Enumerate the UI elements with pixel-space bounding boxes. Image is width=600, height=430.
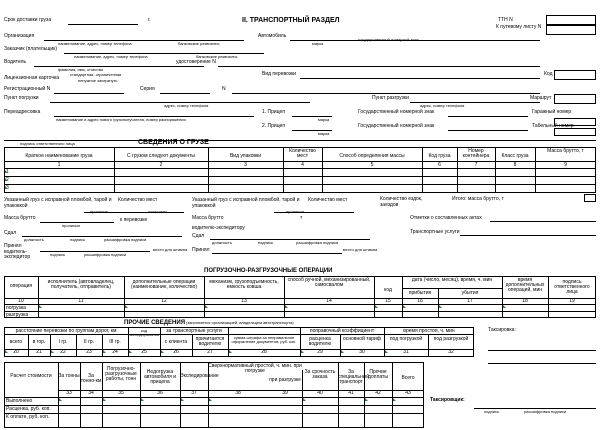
receipt-left-otch: отчислено — [148, 209, 168, 214]
org-sub: наименование, адрес, номер телефона — [58, 41, 132, 46]
other-num-25: 25 — [141, 349, 147, 355]
other-num-31: 31 — [403, 349, 409, 355]
other-num-26: 26 — [173, 349, 179, 355]
ops-col-6: код — [384, 287, 392, 293]
waybill-label: К путевому листу N — [496, 24, 542, 30]
cargo-num-1: 1 — [57, 162, 61, 168]
pay-num-33: 33 — [66, 390, 72, 396]
pay-col-1: Расчет стоимости — [10, 373, 52, 379]
other-col-gr2: II гр. — [83, 339, 95, 345]
pay-col-12: Всего — [401, 375, 415, 381]
pay-col-8: при разгрузке — [269, 377, 301, 383]
total-mass-field[interactable] — [584, 194, 596, 202]
garage-num-label: Гаражный номер — [532, 109, 572, 115]
customer-label: Заказчик (плательщик) — [4, 46, 58, 52]
brand-sub: марка — [312, 41, 324, 46]
pay-num-42: 42 — [375, 390, 381, 396]
lic-card-label: Лицензионная карточка — [4, 75, 60, 81]
tab-num-label: Табельный номер — [532, 123, 574, 129]
other-num-27: 27 — [207, 349, 213, 355]
trailer2-state: Государственный номерной знак — [358, 123, 435, 129]
ops-col-5: способ ручной, механизированный, самосвалом — [287, 277, 371, 288]
ops-num-18: 18 — [522, 298, 528, 304]
ttn-label: ТТН N — [498, 17, 513, 23]
receipt-mid-t: т — [300, 215, 303, 221]
cargo-col-4: Количество мест — [289, 148, 316, 159]
ops-col-7: дата (число, месяц), время, ч. мин — [411, 277, 493, 283]
cargo-row-1: 1 — [6, 169, 9, 175]
receipt-left-propisu2: прописью — [62, 223, 81, 228]
receipt-mid-accepted: Принял — [192, 247, 210, 253]
receipt-left-places: Количество мест — [118, 197, 158, 203]
date-label: Срок доставки груза — [4, 17, 52, 23]
loading-ops-title: ПОГРУЗОЧНО-РАЗГРУЗОЧНЫЕ ОПЕРАЦИИ — [204, 268, 333, 274]
other-num-32: 32 — [448, 349, 454, 355]
pay-num-34: 34 — [88, 390, 94, 396]
pay-row-due: К оплате, руб. коп. — [6, 414, 50, 420]
cargo-num-4: 4 — [301, 162, 304, 168]
taxer-sig: подпись — [484, 409, 500, 414]
ops-num-16: 16 — [417, 298, 423, 304]
route-field[interactable] — [554, 94, 596, 104]
receipt-mid-handed: Сдал — [192, 233, 205, 239]
pay-num-40: 40 — [317, 390, 323, 396]
section-title: II. ТРАНСПОРТНЫЙ РАЗДЕЛ — [242, 17, 340, 24]
license-label: удостоверение N — [176, 59, 216, 65]
unloading-point-label: Пункт разгрузки — [372, 95, 409, 101]
other-col-client: с клиента — [164, 339, 188, 345]
pay-num-35: 35 — [118, 390, 124, 396]
other-group-3: за транспортные услуги — [166, 328, 222, 334]
other-group-1: расстояние перевозки по группам дорог, км — [15, 328, 117, 334]
other-num-23: 23 — [86, 349, 92, 355]
trailer1-brand-sub: марка — [318, 117, 330, 122]
tab-field[interactable] — [554, 128, 596, 136]
code-field[interactable] — [554, 70, 596, 80]
addr-sub2: адрес, номер телефона — [420, 103, 465, 108]
cargo-row-2: 2 — [6, 177, 9, 183]
other-col-driver-due: причитается водителю — [195, 336, 225, 347]
receipt-mid-driver: водителю-экспедитору — [192, 225, 245, 231]
pay-col-10: За специальный транспорт — [338, 369, 370, 385]
unnecessary: ненужное зачеркнуть — [78, 78, 118, 83]
other-col-city: в гор. — [32, 339, 46, 345]
trailer1-state: Государственный номерной знак — [358, 109, 435, 115]
trailer2-brand-sub: марка — [318, 131, 330, 136]
ops-col-2: исполнитель (автовладелец, получатель, отправитель) — [47, 279, 115, 290]
trailer1-label: 1. Прицеп — [262, 109, 286, 115]
other-col-base-tariff: основной тариф — [343, 336, 381, 342]
receipt-mid-mass: Масса брутто — [192, 215, 224, 221]
receipt-mid-stamp: место для штампа — [342, 247, 378, 252]
receipt-left-to-transport: к перевозке — [120, 217, 148, 223]
loading-point-label: Пункт погрузки — [4, 95, 39, 101]
cargo-col-3: Вид упаковки — [229, 153, 262, 159]
receipt-left-mass: Масса брутто — [4, 215, 36, 221]
receipt-mid-places: Количество мест — [308, 197, 348, 203]
receipt-left-sig2: подпись — [50, 252, 66, 257]
pay-num-38: 38 — [235, 390, 241, 396]
pay-col-11: Прочие доплаты — [368, 369, 388, 380]
ops-sub-arrival: прибытия — [408, 290, 432, 296]
ops-col-9: подпись ответственного лица — [554, 279, 590, 295]
forwarding-label: Переадресовка — [4, 109, 41, 115]
ttn-field[interactable] — [546, 15, 596, 25]
cust-bank-sub: банковские реквизиты — [196, 54, 238, 59]
other-group-2: код экспедирования — [128, 328, 160, 337]
year-suffix: г. — [148, 17, 151, 23]
pay-col-3: За тонно-км — [80, 373, 102, 384]
route-label: Маршрут — [530, 95, 552, 101]
taxation-label: Таксировка: — [488, 327, 516, 333]
receipt-left-sig: подпись — [70, 237, 86, 242]
auto-label: Автомобиль — [258, 33, 287, 39]
ops-row-loading: погрузка — [6, 305, 26, 311]
cargo-col-1: Краткое наименование груза — [25, 153, 93, 159]
code-label: Код — [544, 71, 553, 77]
pay-col-4: Погрузочно-разгрузочные работы, тонн — [105, 366, 137, 382]
lic-types: стандартная, ограниченная — [70, 72, 122, 77]
receipt-acts: Отметки о составленных актах — [410, 215, 482, 221]
receipt-left-pos: должность — [24, 237, 44, 242]
ops-col-4: механизм, грузоподъемность, емкость ковша — [209, 279, 279, 290]
pay-col-6: Экспедирование — [180, 373, 219, 379]
pay-col-5: Недогрузка автомобиля и прицепа — [143, 369, 177, 385]
ops-num-11: 11 — [78, 298, 84, 304]
trailer2-label: 2. Прицеп — [262, 123, 286, 129]
ops-sub-departure: убытия — [461, 290, 479, 296]
ops-num-19: 19 — [569, 298, 575, 304]
receipt-mid-sig: подпись — [258, 240, 274, 245]
other-group-4: сумма штрафа за неправильное оформление документов, руб. коп. — [231, 335, 297, 344]
cargo-num-6: 6 — [438, 162, 441, 168]
garage-field[interactable] — [554, 118, 596, 126]
pay-row-done: Выполнено — [6, 398, 33, 404]
taxer-decode: расшифровка подписи — [524, 409, 567, 414]
driver-label: Водитель — [4, 59, 27, 65]
other-num-29: 29 — [317, 349, 323, 355]
receipt-left-decode: расшифровка подписи — [104, 237, 147, 242]
other-col-under-loading: под погрузкой — [389, 336, 423, 342]
num-label: N — [222, 86, 226, 92]
cargo-col-8: Класс груза — [501, 153, 529, 159]
ops-num-12: 12 — [161, 298, 167, 304]
taxer-label: Таксировщик: — [430, 397, 465, 403]
bank-sub: банковские реквизиты — [178, 41, 220, 46]
ops-row-unloading: разгрузка — [6, 312, 29, 318]
receipt-left-propisu1: прописью — [90, 209, 109, 214]
org-label: Организация — [4, 33, 35, 39]
driver-sub: фамилия, имя, отчество — [58, 67, 104, 72]
other-col-driver-rate: расценка водителю — [308, 336, 332, 347]
receipt-trips: Количество ездок, заездов — [380, 196, 423, 208]
waybill-field[interactable] — [546, 25, 596, 35]
pay-row-rate: Расценка, руб. коп. — [6, 406, 51, 412]
other-num-21: 21 — [36, 349, 42, 355]
receipt-total-mass: Итого: масса брутто, т — [452, 196, 504, 202]
cargo-num-3: 3 — [244, 162, 247, 168]
cargo-num-8: 8 — [513, 162, 517, 168]
ops-col-8: время дополнительных операций, мин — [505, 277, 545, 293]
ops-col-1: операция — [9, 283, 33, 289]
other-col-gr1: I гр. — [58, 339, 68, 345]
cargo-num-7: 7 — [474, 162, 478, 168]
pay-num-37: 37 — [191, 390, 197, 396]
cargo-title: СВЕДЕНИЯ О ГРУЗЕ — [138, 139, 209, 146]
other-num-30: 30 — [359, 349, 365, 355]
other-col-gr3: III гр. — [109, 339, 121, 345]
ops-col-3: дополнительные операции (наименование, количество) — [130, 279, 198, 290]
cargo-num-5: 5 — [370, 162, 374, 168]
cargo-col-2: С грузом следуют документы — [127, 153, 195, 159]
receipt-left-intro: Указанный груз с исправной пломбой, тарой и упаковкой — [4, 197, 112, 209]
receipt-mid-decode: расшифровка подписи — [296, 240, 339, 245]
ops-num-10: 10 — [18, 298, 24, 304]
other-col-under-unloading: под разгрузкой — [433, 336, 469, 342]
transport-type: Вид перевозки — [262, 71, 297, 77]
other-title: ПРОЧИЕ СВЕДЕНИЯ — [124, 320, 186, 326]
receipt-mid-propisu: прописью — [286, 209, 305, 214]
other-num-28: 28 — [261, 349, 267, 355]
ops-num-13: 13 — [241, 298, 247, 304]
receipt-left-stamp: место для штампа — [152, 247, 188, 252]
state-num-sub: государственный номерной знак — [358, 37, 419, 42]
pay-col-7: Сверхнормативный простой, ч. мин. при погрузке — [208, 363, 302, 374]
addr-sub: адрес, номер телефона — [164, 103, 209, 108]
cargo-col-6: Код груза — [428, 153, 451, 159]
cargo-num-2: 2 — [159, 162, 163, 168]
pay-num-41: 41 — [348, 390, 354, 396]
receipt-left-decode2: расшифровка подписи — [84, 252, 127, 257]
ops-num-17: 17 — [467, 298, 473, 304]
other-num-22: 22 — [60, 349, 66, 355]
cargo-col-7: Номер контейнера — [462, 148, 490, 159]
cargo-num-9: 9 — [564, 162, 567, 168]
cargo-col-5: Способ определения массы — [339, 153, 405, 159]
pay-col-9: За срочность заказа — [304, 369, 336, 380]
other-group-5: поправочный коэффициент — [309, 328, 375, 334]
receipt-mid-intro: Указанный груз с исправной пломбой, тарой и упаковкой — [192, 197, 300, 209]
cargo-row-3: 3 — [6, 185, 9, 191]
cargo-col-9: Масса брутто, т — [547, 148, 584, 154]
pay-col-2: За тонны — [58, 373, 80, 379]
ops-num-15: 15 — [385, 298, 391, 304]
cust-sub: наименование, адрес, номер телефона — [74, 54, 148, 59]
ops-num-14: 14 — [326, 298, 332, 304]
other-num-24: 24 — [112, 349, 118, 355]
fwd-sub: наименование и адрес нового грузополучателя, номер распоряжения — [56, 117, 186, 122]
reg-label: Регистрационный N — [4, 86, 51, 92]
other-col-total: всего — [9, 339, 23, 345]
receipt-left-handed: Сдал — [4, 230, 17, 236]
pay-num-43: 43 — [405, 390, 411, 396]
other-group-6: время простоя, ч. мин — [403, 328, 455, 334]
other-title-sub: (заполняется организацией, владельцем автотранспорта) — [186, 320, 294, 325]
receipt-transport-services: Транспортные услуги — [410, 229, 460, 235]
pay-num-39: 39 — [282, 390, 288, 396]
receipt-mid-pos: должность — [212, 240, 232, 245]
responsible-sub: подпись ответственного лица — [20, 141, 75, 146]
receipt-left-accepted: Принял водитель-экспедитор — [4, 243, 31, 260]
other-num-20: 20 — [13, 349, 19, 355]
series-label: Серия — [140, 86, 155, 92]
pay-num-36: 36 — [157, 390, 163, 396]
